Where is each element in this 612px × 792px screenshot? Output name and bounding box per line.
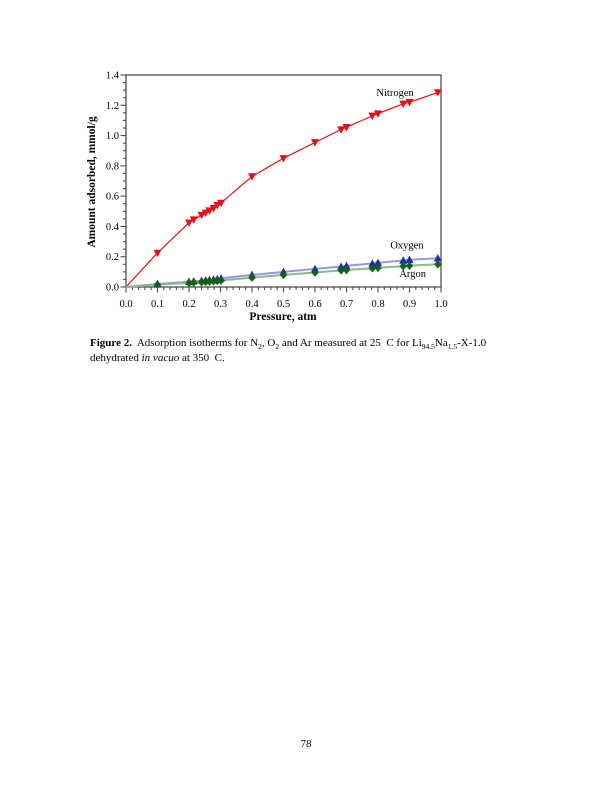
caption-segment: , O [261, 337, 276, 349]
series-label-oxygen: Oxygen [390, 240, 424, 252]
nitrogen-marker [280, 155, 288, 162]
x-tick-label: 0.4 [245, 299, 259, 310]
x-tick-label: 0.0 [119, 299, 133, 310]
x-tick-label: 0.8 [371, 299, 385, 310]
argon-marker [190, 278, 197, 287]
x-tick-label: 0.6 [308, 299, 322, 310]
y-tick-label: 1.0 [105, 131, 119, 143]
y-tick-label: 0.0 [105, 282, 119, 294]
y-tick-label: 0.2 [105, 252, 119, 264]
x-tick-label: 0.5 [276, 299, 291, 310]
series-nitrogen [126, 89, 442, 287]
caption-segment: Figure 2. [90, 337, 132, 349]
data-series [126, 89, 442, 289]
x-tick-label: 0.7 [339, 299, 354, 310]
figure-caption [90, 336, 532, 366]
y-axis-title: Amount adsorbed, mmol/g [86, 116, 98, 248]
series-oxygen [126, 254, 442, 287]
series-argon [126, 260, 442, 289]
caption-segment: Adsorption isotherms for N [131, 337, 259, 349]
y-tick-label: 1.2 [105, 100, 119, 112]
caption-segment: -X-1.0 dehydrated [90, 337, 487, 364]
caption-segment: in vacuo [141, 352, 180, 364]
x-tick-label: 1.0 [434, 299, 448, 310]
x-tick-label: 0.2 [182, 299, 196, 310]
x-axis-title: Pressure, atm [249, 311, 317, 323]
y-axis [106, 71, 126, 294]
nitrogen-marker [368, 113, 376, 120]
argon-marker [154, 280, 161, 289]
caption-segment: Na [434, 337, 448, 349]
series-labels [376, 88, 426, 280]
caption-segment: at 350 C. [179, 352, 225, 364]
caption-segment: and Ar measured at 25 C for Li [279, 337, 422, 349]
caption-segment: 2 [258, 341, 262, 351]
caption-segment: 1.5 [447, 341, 458, 351]
y-tick-label: 0.4 [105, 221, 119, 233]
nitrogen-marker [337, 126, 345, 133]
y-tick-label: 0.8 [105, 161, 119, 173]
y-tick-label: 0.6 [105, 191, 119, 203]
adsorption-isotherm-chart [0, 0, 612, 340]
x-axis [119, 287, 447, 310]
caption-segment: 2 [275, 341, 280, 351]
x-tick-label: 0.3 [213, 299, 228, 310]
x-tick-label: 0.9 [402, 299, 417, 310]
caption-segment: 94.5 [421, 341, 435, 351]
plot-frame [126, 75, 441, 287]
series-label-nitrogen: Nitrogen [376, 88, 414, 100]
series-label-argon: Argon [399, 269, 426, 281]
x-tick-label: 0.1 [150, 299, 165, 310]
page-number: 78 [300, 738, 312, 750]
y-tick-label: 1.4 [105, 70, 119, 82]
nitrogen-marker [311, 139, 319, 146]
